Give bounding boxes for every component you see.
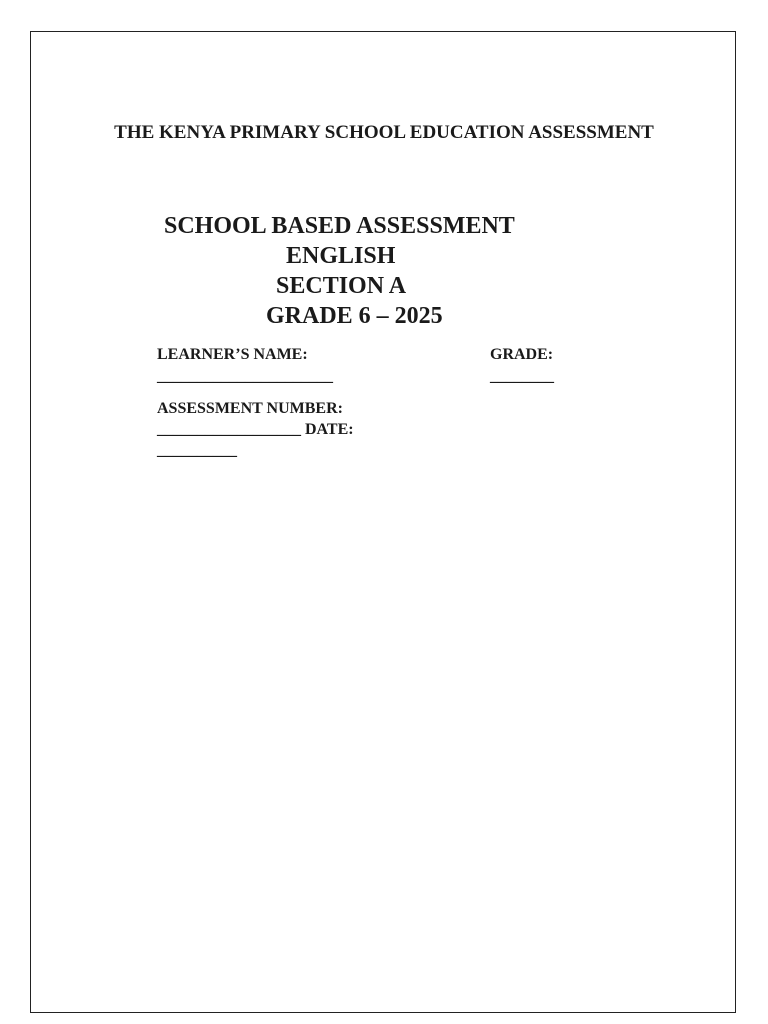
grade-blank: ________ — [490, 368, 554, 385]
title-grade-year: GRADE 6 – 2025 — [266, 303, 443, 329]
assessment-number-label: ASSESSMENT NUMBER: — [157, 400, 343, 417]
exam-header-title: THE KENYA PRIMARY SCHOOL EDUCATION ASSESSMENT — [114, 122, 654, 143]
learner-name-blank: ______________________ — [157, 368, 333, 385]
learner-name-label: LEARNER’S NAME: — [157, 346, 308, 363]
grade-label: GRADE: — [490, 346, 554, 363]
assessment-number-blank-and-date-label: __________________ DATE: — [157, 421, 354, 438]
page-border — [30, 31, 736, 1013]
title-section: SECTION A — [276, 273, 407, 299]
date-blank: __________ — [157, 442, 237, 459]
title-school-based-assessment: SCHOOL BASED ASSESSMENT — [164, 213, 515, 239]
title-subject: ENGLISH — [286, 243, 396, 269]
